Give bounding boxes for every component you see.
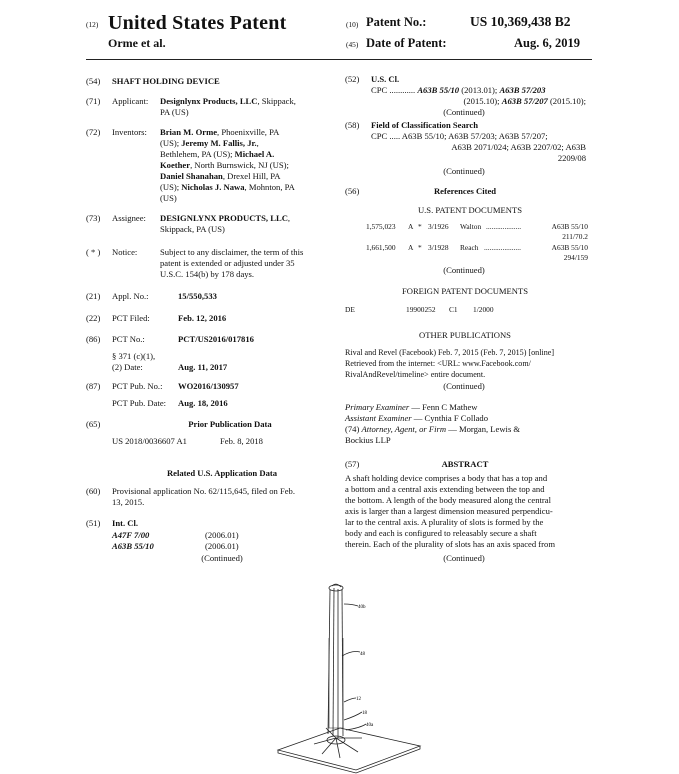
intcl-code: A63B 55/10 [112, 541, 154, 551]
related-heading: Related U.S. Application Data [166, 468, 278, 478]
inventors-short: Orme et al. [108, 36, 166, 50]
uscl-label: U.S. Cl. [371, 74, 400, 84]
us-docs-heading: U.S. PATENT DOCUMENTS [417, 205, 523, 215]
patent-header [0, 0, 679, 60]
cpc-label: CPC [371, 85, 388, 95]
assignee-name: DESIGNLYNX PRODUCTS, LLC [160, 213, 288, 223]
s371-line-2: (2) Date: [112, 362, 143, 372]
figure-label: 12 [356, 697, 361, 702]
us-doc-kind: A [408, 222, 414, 231]
pct-no-label: PCT No.: [112, 334, 145, 344]
patent-figure-shaft-holder [270, 578, 430, 774]
inventor-punct: , [256, 138, 259, 148]
inventors-label: Inventors: [112, 127, 147, 137]
s371-date: Aug. 11, 2017 [178, 362, 228, 372]
assignee-line-1 [160, 213, 290, 224]
assistant-examiner [345, 413, 488, 424]
s371-line-1: § 371 (c)(1), [112, 351, 156, 361]
pct-pub-date-label: PCT Pub. Date: [112, 398, 167, 408]
attorney-line-2: Bockius LLP [345, 435, 391, 445]
inventor-location: , North Burnswick, NJ (US); [190, 160, 289, 170]
prior-pub-number: US 2018/0036607 A1 [112, 436, 187, 446]
patent-number: US 10,369,438 B2 [470, 14, 571, 29]
applicant-name: Designlynx Products, LLC [160, 96, 258, 106]
patent-no-label: Patent No.: [366, 15, 427, 29]
us-doc-class-2: 211/70.2 [562, 232, 588, 241]
attorney-label: Attorney, Agent, or Firm [361, 424, 447, 434]
us-doc-name: Reach [460, 243, 479, 252]
notice-line-3: U.S.C. 154(b) by 178 days. [160, 269, 255, 279]
foreign-date: 1/2000 [473, 305, 494, 314]
code-12: (12) [86, 20, 99, 29]
inventor-location: (US) [160, 193, 177, 203]
foreign-country: DE [345, 305, 355, 314]
inventor-name: Koether [160, 160, 191, 170]
table-row [366, 243, 588, 265]
pct-pub-no-label: PCT Pub. No.: [112, 381, 163, 391]
other-continued: (Continued) [443, 381, 485, 391]
provisional-line-2: 13, 2015. [112, 497, 145, 507]
code-58: (58) [345, 120, 360, 130]
cpc-year: (2015.10); [463, 96, 502, 106]
code-22: (22) [86, 313, 101, 323]
intcl-year: (2006.01) [205, 530, 239, 540]
patent-date: Aug. 6, 2019 [514, 36, 580, 50]
abstract-heading: ABSTRACT [441, 459, 489, 469]
cpc-line-2 [400, 96, 586, 107]
us-doc-date: 3/1926 [428, 222, 449, 231]
us-doc-number: 1,575,023 [366, 222, 396, 231]
code-51: (51) [86, 518, 101, 528]
patent-title-heading: United States Patent [108, 12, 287, 34]
code-21: (21) [86, 291, 101, 301]
intcl-code: A47F 7/00 [112, 530, 150, 540]
abstract-line: a bottom and a central axis extending between the top and [345, 484, 545, 494]
inventor-name: Jeremy M. Fallis, Jr. [181, 138, 257, 148]
header-rule [86, 59, 592, 60]
table-row [345, 305, 585, 317]
foreign-kind: C1 [449, 305, 458, 314]
field-line-3: 2209/08 [557, 153, 586, 163]
prior-pub-heading: Prior Publication Data [188, 419, 272, 429]
inventor-name: Michael A. [234, 149, 275, 159]
abstract-text [345, 473, 588, 550]
code-71: (71) [86, 96, 101, 106]
abstract-line: the bottom. A length of the body measured along the central [345, 495, 551, 505]
us-doc-star: * [418, 243, 422, 252]
applicant-line-1 [160, 96, 296, 107]
us-doc-class: A63B 55/10 [551, 243, 588, 252]
other-pub-line-1: Rival and Revel (Facebook) Feb. 7, 2015 (Feb. 7, 2015) [online] [345, 348, 555, 357]
abstract-line: A shaft holding device comprises a body that has a top and [345, 473, 548, 483]
us-doc-number: 1,661,500 [366, 243, 396, 252]
inventor-location: , Mohnton, PA [244, 182, 295, 192]
inventor-location: , Phoenixville, PA [217, 127, 280, 137]
intcl-year: (2006.01) [205, 541, 239, 551]
appl-number: 15/550,533 [178, 291, 217, 301]
us-doc-kind: A [408, 243, 414, 252]
pct-filed-label: PCT Filed: [112, 313, 150, 323]
code-87: (87) [86, 381, 101, 391]
abstract-line: body and each is configured to releasably secure a shaft [345, 528, 537, 538]
assistant-examiner-label: Assistant Examiner [345, 413, 412, 423]
abstract-line: lar to the central axis. A plurality of slots is formed by the [345, 517, 544, 527]
primary-examiner-name: — Fenn C Mathew [409, 402, 478, 412]
abstract-line: axis is larger than a largest dimension measured perpendicu- [345, 506, 553, 516]
intcl-label: Int. Cl. [112, 518, 139, 528]
pct-pub-number: WO2016/130957 [178, 381, 239, 391]
field-continued: (Continued) [443, 166, 485, 176]
cpc-continued: (Continued) [443, 107, 485, 117]
cpc-code: A63B 57/207 [501, 96, 548, 106]
code-56: (56) [345, 186, 360, 196]
inventor-name: Nicholas J. Nawa [181, 182, 245, 192]
code-72: (72) [86, 127, 101, 137]
code-65: (65) [86, 419, 101, 429]
foreign-number: 19900252 [406, 305, 436, 314]
assignee-line-2: Skippack, PA (US) [160, 224, 225, 234]
code-54: (54) [86, 76, 101, 86]
code-52: (52) [345, 74, 360, 84]
code-45: (45) [346, 40, 359, 49]
us-doc-name: Walton [460, 222, 482, 231]
cpc-code: A63B 55/10 [417, 85, 460, 95]
applicant-label: Applicant: [112, 96, 149, 106]
attorney-name: — Morgan, Lewis & [446, 424, 521, 434]
attorney-code: (74) [345, 424, 362, 434]
figure-label: 40b [358, 605, 366, 610]
us-doc-star: * [418, 222, 422, 231]
attorney-line-1 [345, 424, 520, 435]
abstract-line: therein. Each of the plurality of slots has an axis spaced from [345, 539, 556, 549]
us-docs-continued: (Continued) [443, 265, 485, 275]
field-line-1: CPC ..... A63B 55/10; A63B 57/203; A63B 57/207; [371, 131, 548, 141]
provisional-line-1: Provisional application No. 62/115,645, filed on Feb. [112, 486, 295, 496]
other-heading: OTHER PUBLICATIONS [419, 330, 511, 340]
inventor-location: (US); [160, 138, 182, 148]
inventor-name: Brian M. Orme [160, 127, 218, 137]
code-60: (60) [86, 486, 101, 496]
appl-label: Appl. No.: [112, 291, 149, 301]
us-doc-dots: ................... [486, 222, 522, 231]
other-pub-line-3: RivalAndRevel/timeline> entire document. [345, 370, 486, 379]
pct-number: PCT/US2016/017816 [178, 334, 254, 344]
foreign-heading: FOREIGN PATENT DOCUMENTS [401, 286, 529, 296]
us-doc-class: A63B 55/10 [551, 222, 588, 231]
cpc-code: A63B 57/203 [499, 85, 546, 95]
abstract-continued: (Continued) [443, 553, 485, 563]
inventor-location: Bethlehem, PA (US); [160, 149, 235, 159]
left-continued: (Continued) [201, 553, 243, 563]
prior-pub-date: Feb. 8, 2018 [220, 436, 263, 446]
notice-line-2: patent is extended or adjusted under 35 [160, 258, 295, 268]
other-pub-line-2: Retrieved from the internet: <URL: www.Facebook.com/ [345, 359, 531, 368]
notice-line-1: Subject to any disclaimer, the term of this [160, 247, 304, 257]
applicant-line-2: PA (US) [160, 107, 189, 117]
refs-heading: References Cited [433, 186, 497, 196]
figure-label: 40a [366, 723, 374, 728]
primary-examiner [345, 402, 477, 413]
pct-filed-date: Feb. 12, 2016 [178, 313, 227, 323]
figure-label: 18 [362, 711, 367, 716]
us-doc-class-2: 294/159 [563, 253, 588, 262]
field-search-label: Field of Classification Search [371, 120, 479, 130]
us-doc-date: 3/1928 [428, 243, 449, 252]
primary-examiner-label: Primary Examiner [345, 402, 410, 412]
invention-title: SHAFT HOLDING DEVICE [112, 76, 220, 86]
field-line-2: A63B 2071/024; A63B 2207/02; A63B [451, 142, 586, 152]
inventor-name: Daniel Shanahan [160, 171, 223, 181]
cpc-dots: ............ [387, 85, 418, 95]
cpc-line-1 [371, 85, 546, 96]
date-label: Date of Patent: [366, 36, 447, 50]
inventors-block [160, 127, 340, 204]
figure-label: 48 [360, 652, 365, 657]
code-73: (73) [86, 213, 101, 223]
table-row [366, 222, 588, 244]
inventor-location: (US); [160, 182, 182, 192]
code-86: (86) [86, 334, 101, 344]
code-10: (10) [346, 20, 359, 29]
code-notice: ( * ) [86, 247, 101, 257]
inventor-location: , Drexel Hill, PA [222, 171, 281, 181]
pct-pub-date: Aug. 18, 2016 [178, 398, 228, 408]
notice-label: Notice: [112, 247, 138, 257]
assignee-label: Assignee: [112, 213, 146, 223]
us-doc-dots: .................... [484, 243, 521, 252]
assistant-examiner-name: — Cynthia F Collado [411, 413, 489, 423]
cpc-year: (2013.01); [459, 85, 500, 95]
applicant-location: , Skippack, [257, 96, 296, 106]
assignee-punct: , [287, 213, 291, 223]
code-57: (57) [345, 459, 360, 469]
cpc-year: (2015.10); [547, 96, 586, 106]
